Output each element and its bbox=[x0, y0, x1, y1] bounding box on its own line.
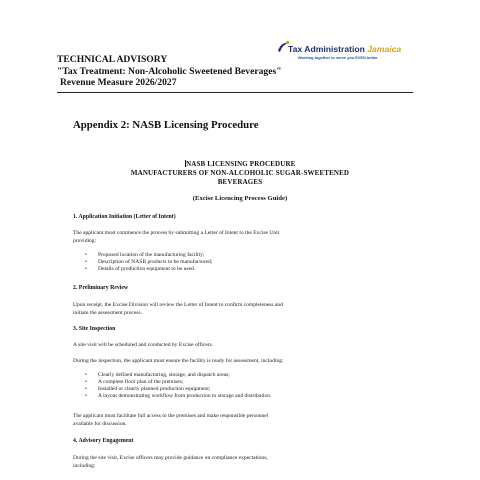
bullet-list bbox=[85, 372, 271, 400]
logo-tagline: Working together to serve you EVEN better bbox=[298, 55, 378, 60]
header-line-3: Revenue Measure 2026/2027 bbox=[60, 77, 177, 89]
list-item: • Clearly defined manufacturing, storage, and dispatch areas; bbox=[85, 372, 230, 378]
tax-administration-jamaica-logo bbox=[276, 40, 416, 64]
list-item: • Details of production equipment to be used. bbox=[85, 265, 196, 272]
logo-name-part2: Jamaica bbox=[367, 44, 402, 54]
section-heading: 1. Application Initiation (Letter of Intent) bbox=[73, 214, 176, 220]
doc-title-line-2: MANUFACTURERS OF NON-ALCOHOLIC SUGAR-SWEETENED bbox=[130, 169, 350, 177]
section-heading: 4. Advisory Engagement bbox=[73, 438, 134, 444]
doc-title-line-3: BEVERAGES bbox=[217, 178, 263, 186]
logo-name-part1: Tax Administration bbox=[288, 44, 368, 54]
list-item: • A layout demonstrating workflow from production to storage and distribution. bbox=[85, 392, 272, 399]
list-item: • Proposed location of the manufacturing facility; bbox=[85, 252, 205, 258]
doc-title-line-1: NASB LICENSING PROCEDURE bbox=[186, 160, 296, 168]
section-paragraph: The applicant must commence the process by submitting a Letter of Intent to the Excise Unit providing: bbox=[73, 230, 280, 245]
section-heading: 2. Preliminary Review bbox=[73, 285, 129, 291]
section-heading: 3. Site Inspection bbox=[73, 326, 116, 332]
appendix-title: Appendix 2: NASB Licensing Procedure bbox=[73, 119, 259, 131]
list-item: • A complete floor plan of the premises; bbox=[85, 378, 184, 385]
header-divider bbox=[57, 92, 413, 93]
doc-subtitle: (Excise Licencing Process Guide) bbox=[192, 195, 288, 202]
section-paragraph: The applicant must facilitate full access to the premises and make responsible personnel available for discussion. bbox=[73, 413, 269, 428]
section-paragraph: During the inspection, the applicant must ensure the facility is ready for assessment, including: bbox=[73, 358, 284, 364]
list-item: • Description of NASB products to be manufactured; bbox=[85, 258, 213, 265]
section-paragraph: A site visit will be scheduled and conducted by Excise officers. bbox=[73, 342, 214, 348]
section-paragraph: Upon receipt, the Excise Division will review the Letter of Intent to confirm completeness and initiate the assessment process. bbox=[73, 302, 283, 317]
logo-wordmark bbox=[288, 44, 401, 54]
bullet-list bbox=[85, 252, 212, 273]
text-cursor bbox=[185, 160, 186, 167]
list-item: • Installed or clearly planned production equipment; bbox=[85, 385, 211, 392]
header-line-2: "Tax Treatment: Non-Alcoholic Sweetened Beverages" bbox=[57, 65, 282, 77]
header-line-1: TECHNICAL ADVISORY bbox=[57, 54, 168, 65]
section-paragraph: During the site visit, Excise officers may provide guidance on compliance expectations, including: bbox=[73, 455, 268, 470]
advisory-header bbox=[57, 54, 282, 89]
